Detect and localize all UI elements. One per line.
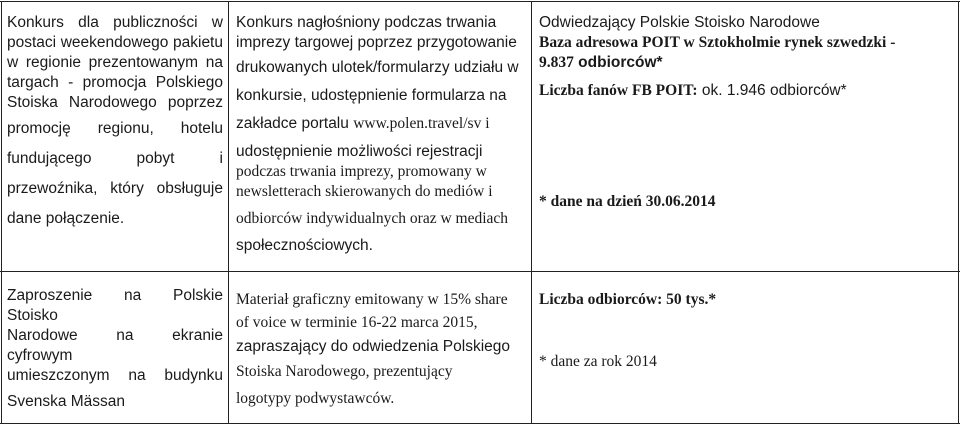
reach-count-line	[539, 53, 955, 73]
desc-line: umieszczonym na budynku	[7, 367, 223, 384]
reach-number: 9.837	[539, 54, 574, 71]
desc-line: Zaproszenie na Polskie Stoisko	[7, 287, 223, 324]
promo-line: odbiorców indywidualnych oraz w mediach	[236, 210, 509, 227]
promo-line: of voice w terminie 16-22 marca 2015,	[236, 314, 478, 331]
column-divider-2	[531, 1, 532, 424]
desc-line: dane połączenie.	[7, 210, 125, 227]
desc-line: przewoźnika, który obsługuje	[7, 180, 223, 197]
promo-line: imprezy targowej poprzez przygotowanie	[236, 34, 517, 51]
promo-line: logotypy podwystawców.	[236, 390, 395, 407]
row1-description-cell	[7, 13, 223, 229]
promo-line: drukowanych ulotek/formularzy udziału w	[236, 59, 519, 76]
table-border-bottom	[0, 423, 960, 424]
fb-fans-line	[539, 81, 955, 101]
data-date-note: * dane na dzień 30.06.2014	[539, 193, 716, 210]
promo-line: Stoiska Narodowego, prezentujący	[236, 363, 453, 380]
desc-line: Narodowe na ekranie cyfrowym	[7, 327, 223, 364]
desc-line: fundującego pobyt i	[7, 150, 223, 167]
reach-line: Odwiedzający Polskie Stoisko Narodowe	[539, 14, 820, 31]
desc-line: w regionie prezentowanym na	[7, 54, 223, 71]
desc-line: postaci weekendowego pakietu	[7, 34, 223, 51]
column-divider-1	[228, 1, 229, 424]
data-year-note: * dane za rok 2014	[539, 353, 657, 370]
promo-line: udostępnienie możliwości rejestracji	[236, 143, 483, 160]
row1-promotion-cell	[236, 13, 526, 256]
row-divider	[0, 271, 960, 272]
reach-line: Baza adresowa POIT w Sztokholmie rynek szwedzki -	[539, 34, 896, 51]
row1-reach-cell	[539, 13, 955, 212]
promo-line: Konkurs nagłośniony podczas trwania	[236, 14, 497, 31]
row2-reach-cell	[539, 290, 955, 372]
desc-line: Stoiska Narodowego poprzez	[7, 94, 223, 111]
promo-text: i	[481, 115, 490, 132]
promo-line-link-row	[236, 114, 526, 134]
promo-line: podczas trwania imprezy, promowany w	[236, 163, 487, 180]
audience-count: Liczba odbiorców: 50 tys.*	[539, 291, 717, 308]
fb-fans-value: ok. 1.946 odbiorców*	[697, 82, 847, 99]
promo-line: newsletterach skierowanych do mediów i	[236, 183, 493, 200]
desc-line: promocję regionu, hotelu	[7, 120, 223, 137]
desc-line: Svenska Mässan	[7, 393, 126, 410]
table-border-top	[0, 1, 960, 2]
promo-line: konkursie, udostępnienie formularza na	[236, 87, 507, 104]
desc-line: targach - promocja Polskiego	[7, 74, 223, 91]
table-border-left	[1, 1, 2, 424]
promo-line: zapraszający do odwiedzenia Polskiego	[236, 338, 510, 355]
row2-description-cell	[7, 286, 223, 412]
desc-line: Konkurs dla publiczności w	[7, 14, 223, 31]
promo-text: zakładce portalu	[236, 115, 354, 132]
reach-text: odbiorców*	[573, 54, 663, 71]
promo-line: Materiał graficzny emitowany w 15% share	[236, 291, 508, 308]
fb-fans-label: Liczba fanów FB POIT:	[539, 82, 698, 99]
table-border-right	[958, 1, 959, 424]
row2-promotion-cell	[236, 290, 526, 409]
promo-line: społecznościowych.	[236, 237, 373, 254]
portal-link[interactable]: www.polen.travel/sv	[353, 115, 482, 132]
